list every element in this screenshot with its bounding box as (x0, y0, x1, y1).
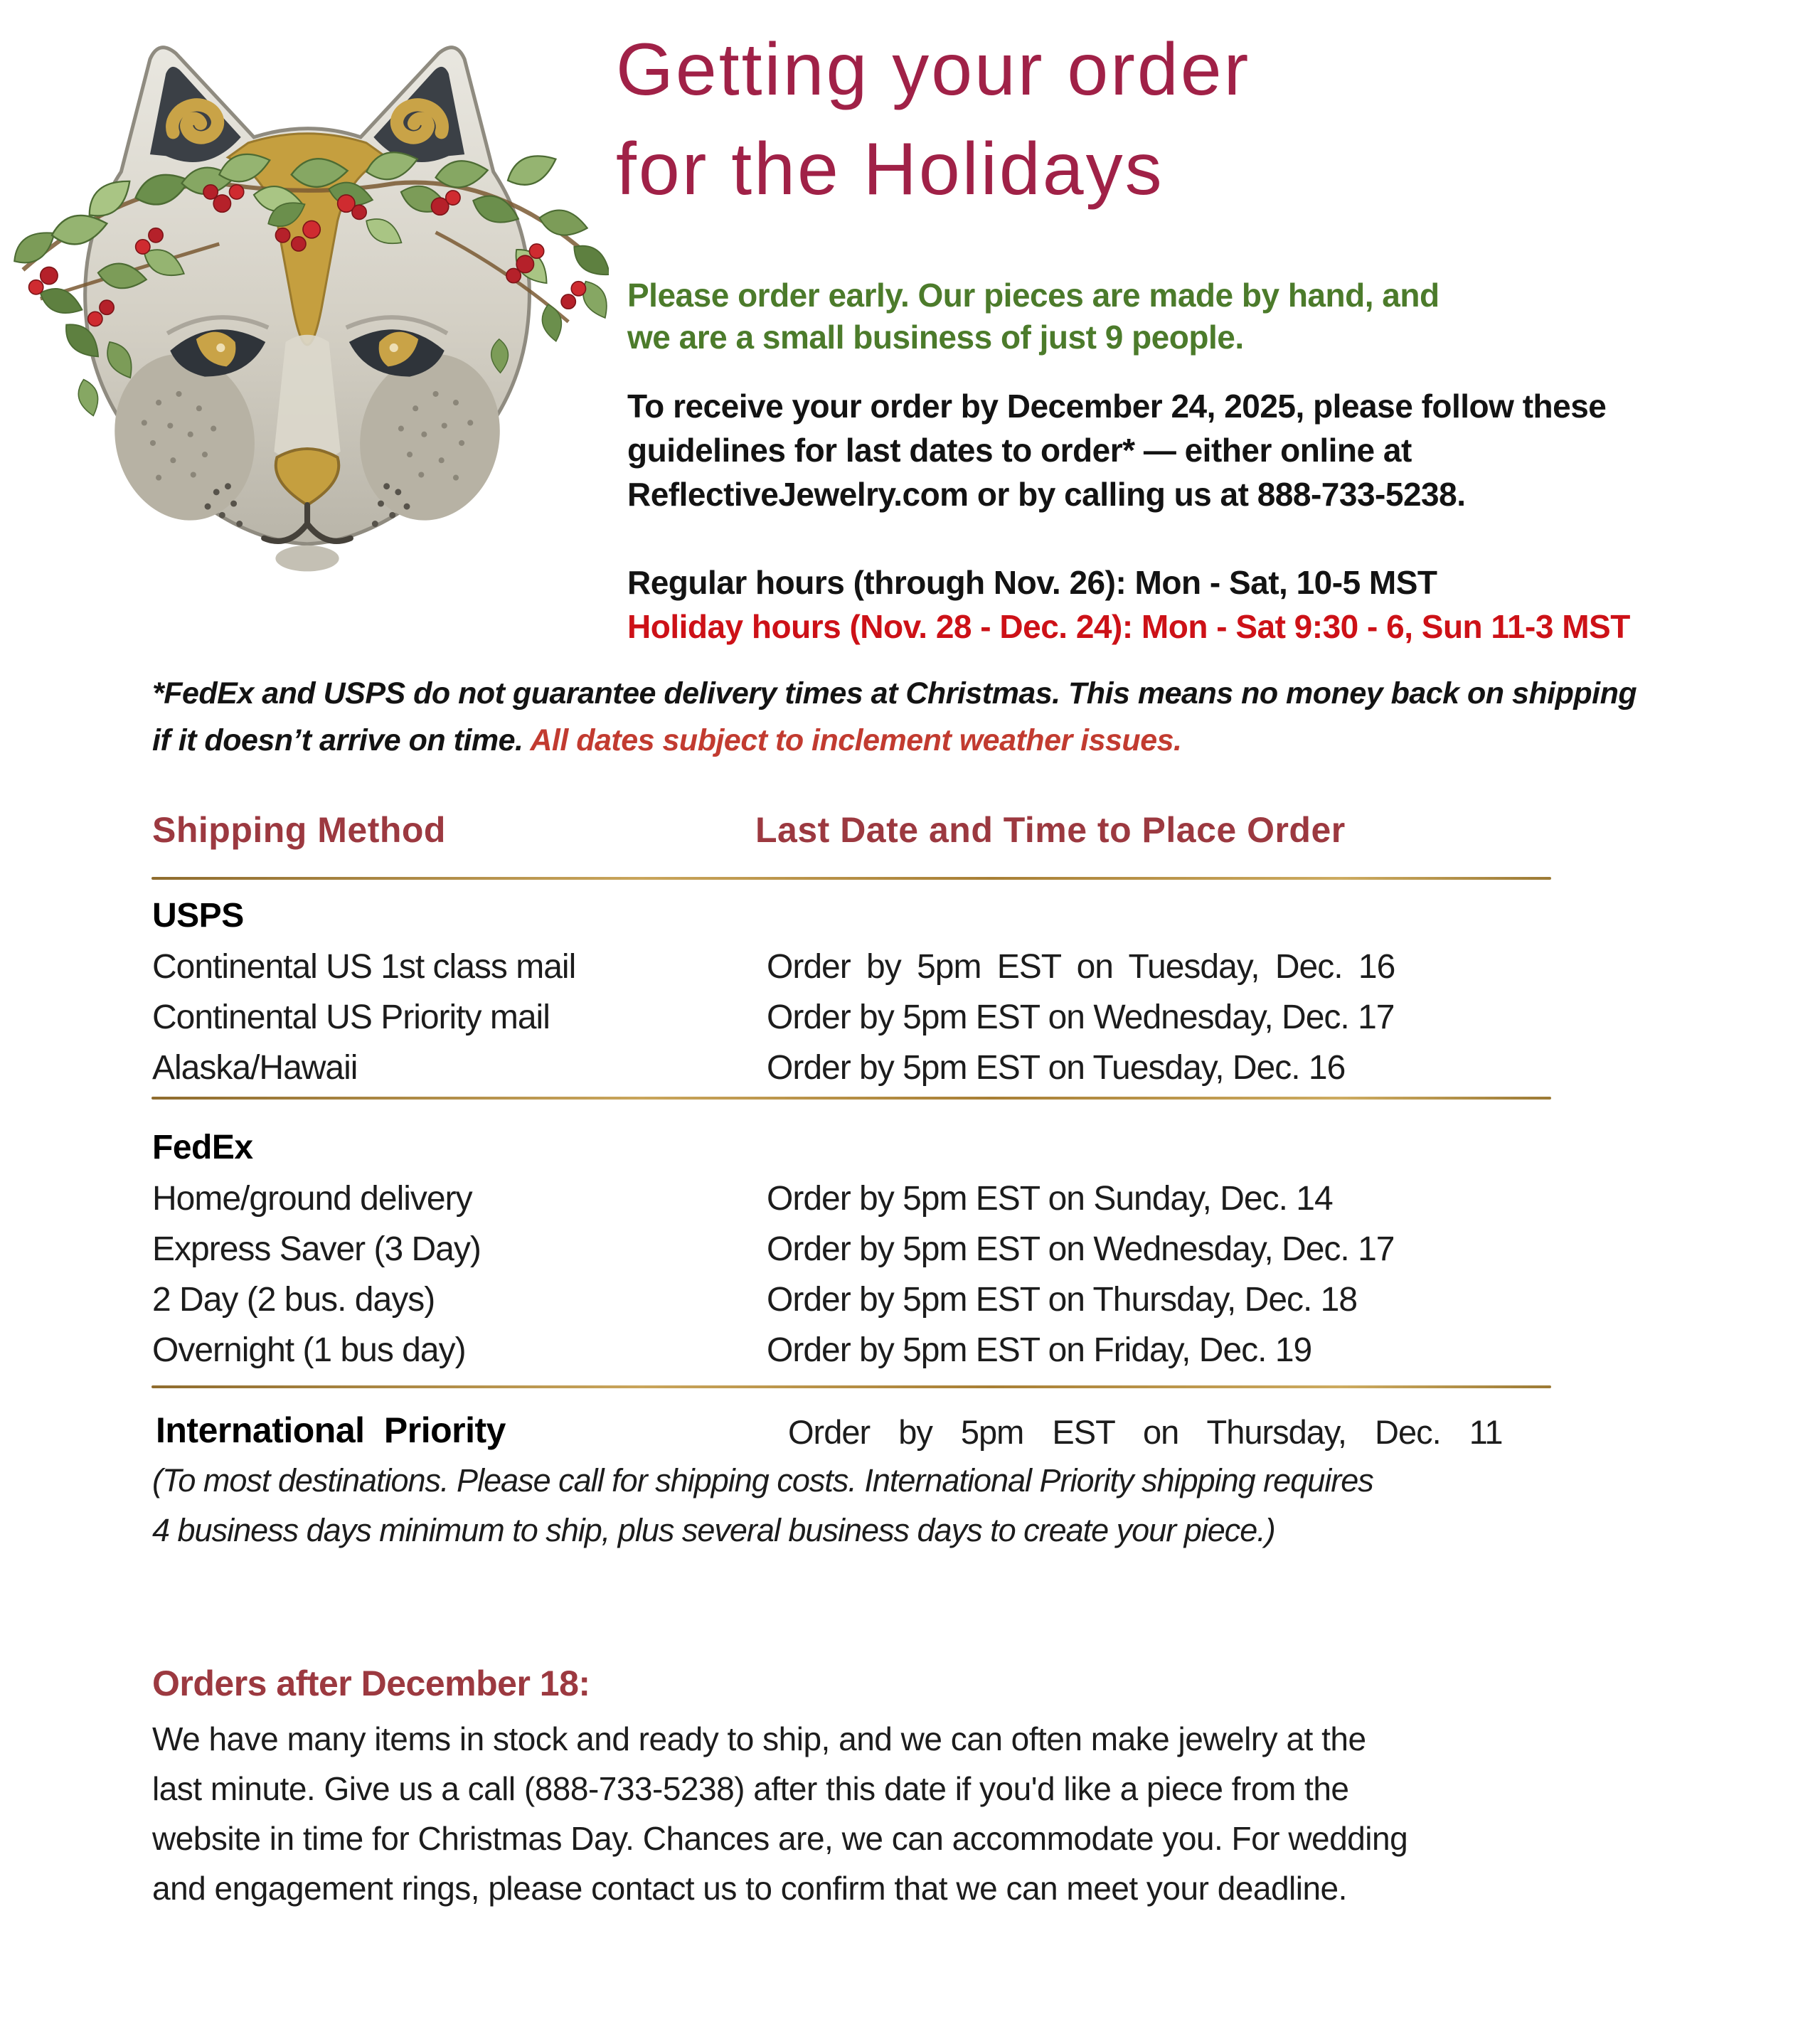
column-header-last-date: Last Date and Time to Place Order (755, 810, 1346, 850)
table-row (152, 998, 1553, 1040)
late-orders-line4: and engagement rings, please contact us to confirm that we can meet your deadline. (152, 1870, 1347, 1907)
late-orders-line3: website in time for Christmas Day. Chances are, we can accommodate you. For wedding (152, 1820, 1408, 1857)
order-early-line2: we are a small business of just 9 people. (627, 319, 1244, 356)
deadline-cell: Order by 5pm EST on Wednesday, Dec. 17 (767, 1230, 1395, 1268)
shipping-method-cell: Alaska/Hawaii (152, 1049, 358, 1087)
holiday-hours: Holiday hours (Nov. 28 - Dec. 24): Mon - Sat 9:30 - 6, Sun 11-3 MST (627, 608, 1630, 645)
page-title-line2: for the Holidays (616, 128, 1164, 211)
deadline-cell: Order by 5pm EST on Wednesday, Dec. 17 (767, 999, 1395, 1036)
international-note-line1: (To most destinations. Please call for shipping costs. International Priority shipping requires (152, 1462, 1373, 1499)
regular-hours: Regular hours (through Nov. 26): Mon - Sat, 10-5 MST (627, 564, 1437, 601)
page-title (616, 20, 1250, 219)
deadline-cell: Order by 5pm EST on Tuesday, Dec. 16 (767, 1049, 1346, 1087)
usps-section-label: USPS (152, 897, 244, 935)
table-row (152, 1331, 1553, 1373)
international-priority-label: International Priority (156, 1410, 506, 1450)
order-guidelines (627, 384, 1606, 516)
divider-rule (151, 877, 1551, 880)
deadline-cell: Order by 5pm EST on Sunday, Dec. 14 (767, 1180, 1333, 1218)
column-header-shipping-method: Shipping Method (152, 810, 446, 850)
fedex-section-label: FedEx (152, 1129, 253, 1166)
shipping-disclaimer (152, 670, 1637, 764)
order-early-line1: Please order early. Our pieces are made by hand, and (627, 277, 1439, 314)
guidelines-line1: To receive your order by December 24, 2025, please follow these (627, 388, 1607, 425)
deadline-cell: Order by 5pm EST on Thursday, Dec. 18 (767, 1281, 1358, 1319)
deadline-cell: Order by 5pm EST on Tuesday, Dec. 16 (767, 948, 1395, 986)
shipping-method-cell: 2 Day (2 bus. days) (152, 1281, 435, 1319)
guidelines-line3: ReflectiveJewelry.com or by calling us at 888-733-5238. (627, 476, 1466, 513)
table-row (152, 1179, 1553, 1222)
divider-rule (151, 1097, 1551, 1100)
table-row (152, 1048, 1553, 1091)
order-early-note (627, 275, 1439, 358)
divider-rule (151, 1385, 1551, 1388)
cougar-pendant-image (3, 16, 609, 579)
disclaimer-line2 (152, 717, 1637, 764)
disclaimer-line2-red: All dates subject to inclement weather issues. (530, 723, 1182, 757)
shipping-method-cell: Continental US 1st class mail (152, 948, 576, 986)
shipping-method-cell: Express Saver (3 Day) (152, 1230, 481, 1268)
late-orders-line2: last minute. Give us a call (888-733-5238) after this date if you'd like a piece from the (152, 1770, 1349, 1807)
disclaimer-line1: *FedEx and USPS do not guarantee delivery times at Christmas. This means no money back on shipping (152, 676, 1637, 710)
deadline-cell: Order by 5pm EST on Friday, Dec. 19 (767, 1331, 1312, 1369)
late-orders-line1: We have many items in stock and ready to ship, and we can often make jewelry at the (152, 1720, 1366, 1757)
page-title-line1: Getting your order (616, 28, 1251, 111)
guidelines-line2: guidelines for last dates to order* — either online at (627, 432, 1412, 469)
international-priority-deadline: Order by 5pm EST on Thursday, Dec. 11 (788, 1413, 1503, 1451)
shipping-method-cell: Home/ground delivery (152, 1180, 472, 1218)
table-row (152, 1230, 1553, 1272)
shipping-method-cell: Overnight (1 bus day) (152, 1331, 466, 1369)
international-note-line2: 4 business days minimum to ship, plus several business days to create your piece.) (152, 1512, 1275, 1548)
table-row (152, 947, 1553, 990)
shipping-method-cell: Continental US Priority mail (152, 999, 550, 1036)
disclaimer-line2-black: if it doesn’t arrive on time. (152, 723, 531, 757)
store-hours (627, 560, 1630, 649)
table-row (152, 1280, 1553, 1323)
late-orders-heading: Orders after December 18: (152, 1664, 590, 1703)
